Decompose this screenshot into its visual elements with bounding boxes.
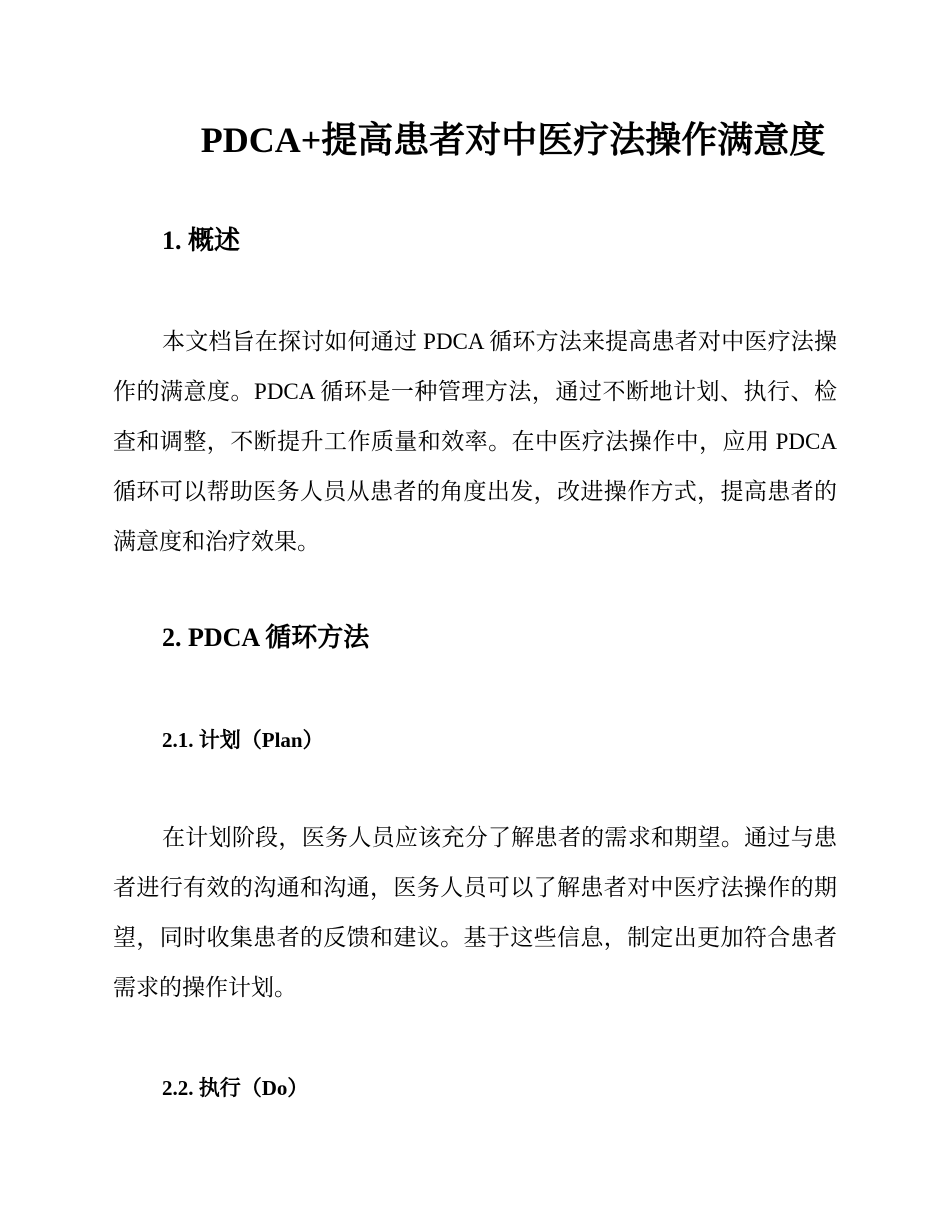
document-title: PDCA+提高患者对中医疗法操作满意度 [200, 120, 826, 160]
overview-paragraph: 本文档旨在探讨如何通过 PDCA 循环方法来提高患者对中医疗法操作的满意度。PDCA 循环是一种管理方法，通过不断地计划、执行、检查和调整，不断提升工作质量和效率。在中医疗法操作中，应用 PDCA 循环可以帮助医务人员从患者的角度出发，改进操作方式，提高患者的满意度和治疗效果。 [113, 329, 837, 554]
section-heading-pdca-method: 2. PDCA 循环方法 [162, 623, 370, 652]
subsection-heading-plan: 2.1. 计划（Plan） [162, 728, 324, 752]
plan-paragraph: 在计划阶段，医务人员应该充分了解患者的需求和期望。通过与患者进行有效的沟通和沟通，医务人员可以了解患者对中医疗法操作的期望，同时收集患者的反馈和建议。基于这些信息，制定出更加符合患者需求的操作计划。 [113, 825, 837, 1000]
section-heading-overview: 1. 概述 [162, 226, 241, 255]
subsection-heading-do: 2.2. 执行（Do） [162, 1076, 309, 1100]
